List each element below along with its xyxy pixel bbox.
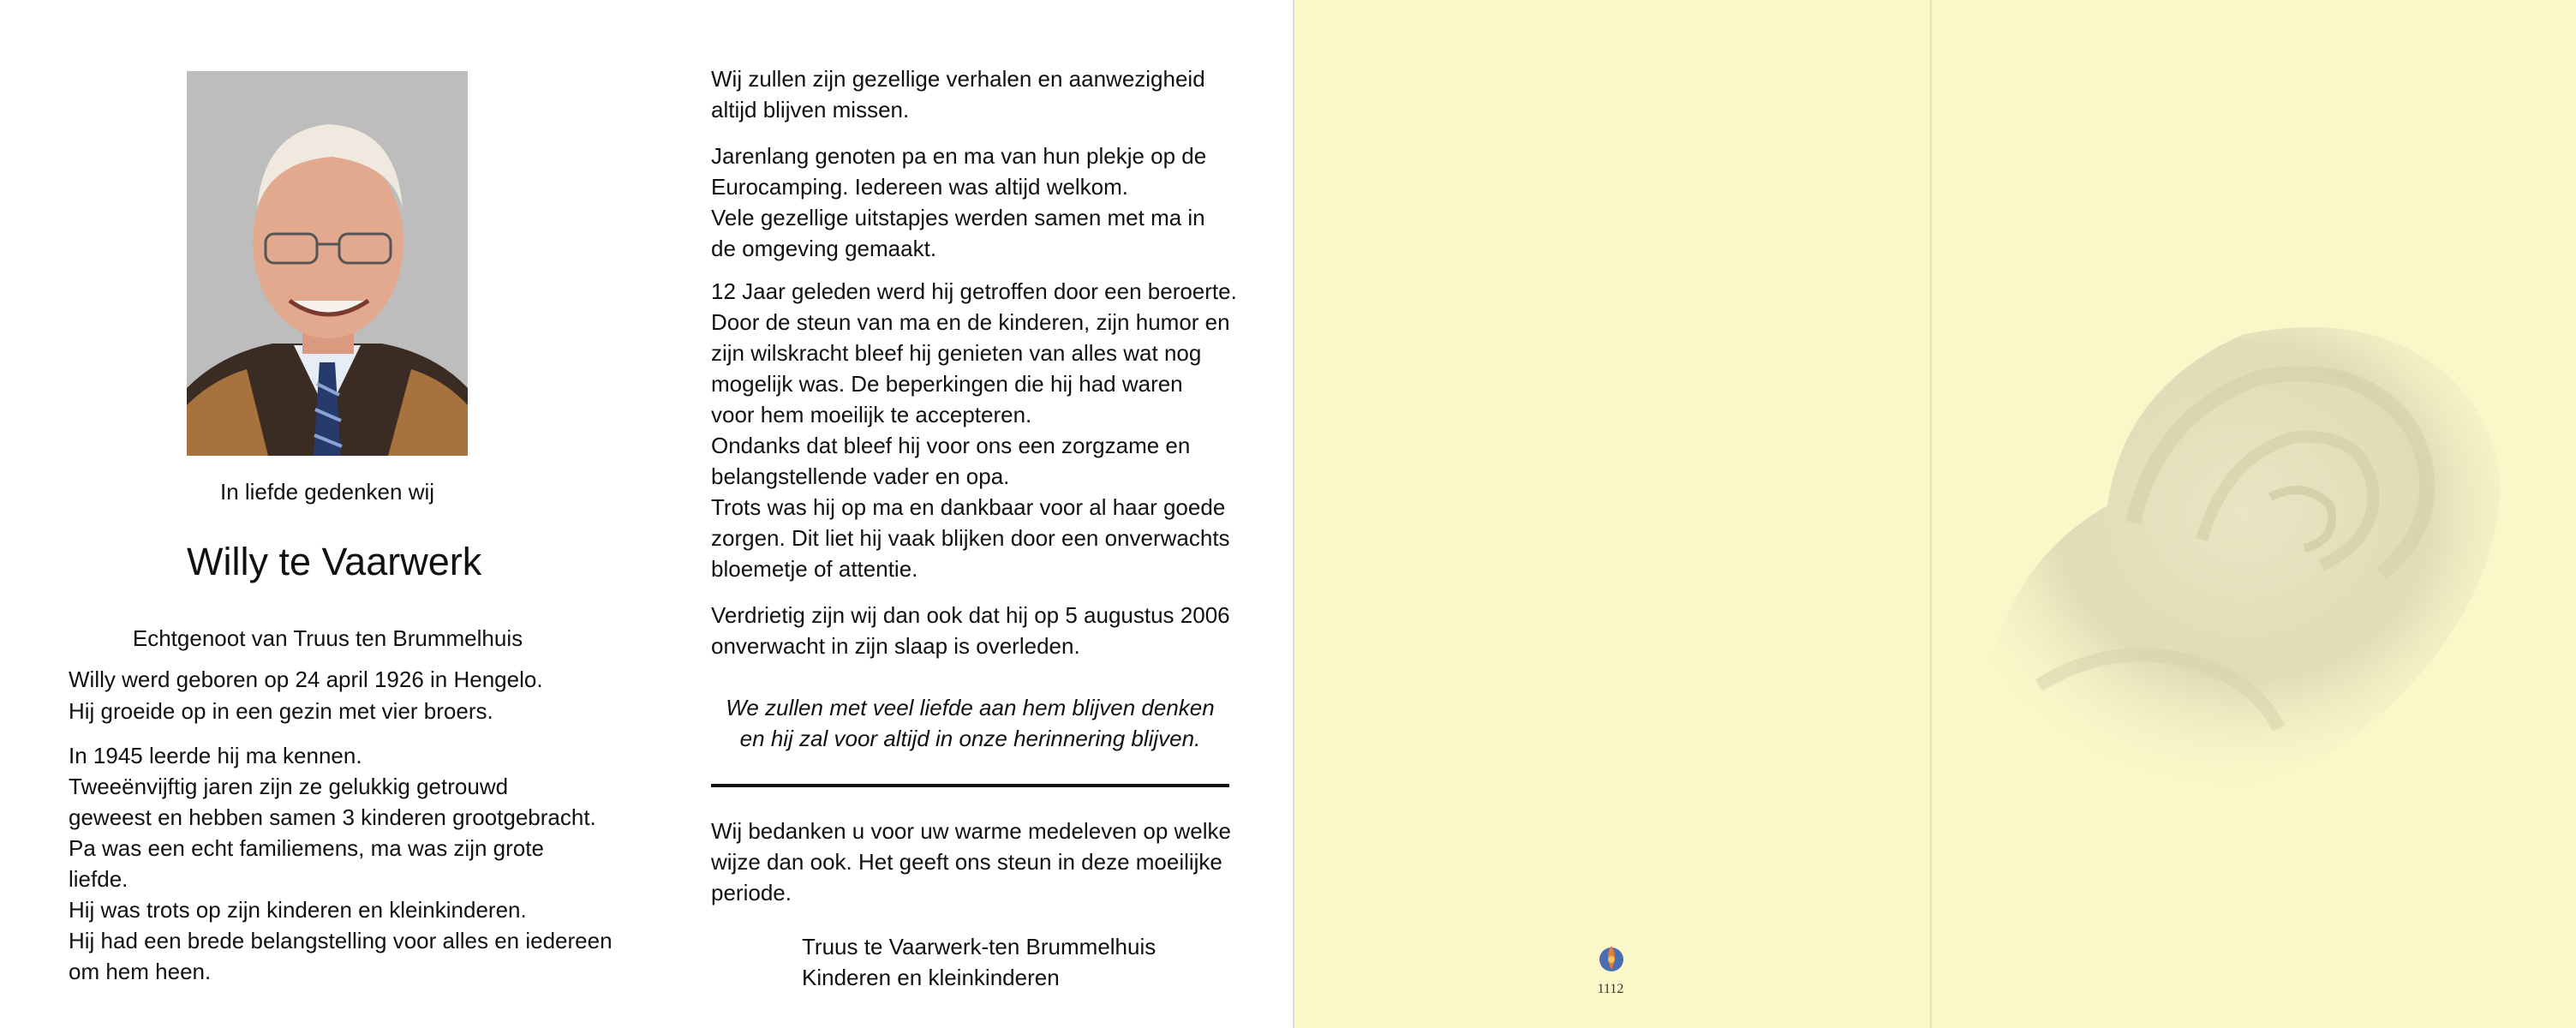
text-line: voor hem moeilijk te accepteren. xyxy=(711,402,1032,427)
text-line: Wij zullen zijn gezellige verhalen en aanwezigheid xyxy=(711,66,1205,92)
fold-line xyxy=(1930,0,1932,1028)
bio-line: Hij had een brede belangstelling voor alles en iedereen xyxy=(69,928,613,953)
text-line: mogelijk was. De beperkingen die hij had waren xyxy=(711,371,1183,397)
signature-line: Kinderen en kleinkinderen xyxy=(802,965,1060,990)
text-line: zorgen. Dit liet hij vaak blijken door een onverwachts xyxy=(711,525,1230,551)
printer-emblem-icon xyxy=(1596,941,1627,975)
thanks-line: periode. xyxy=(711,880,792,905)
print-code: 1112 xyxy=(1597,982,1624,996)
portrait-photo xyxy=(187,71,468,456)
bio-line: geweest en hebben samen 3 kinderen grootgebracht. xyxy=(69,804,596,830)
text-line: Ondanks dat bleef hij voor ons een zorgzame en xyxy=(711,433,1191,458)
deceased-name: Willy te Vaarwerk xyxy=(187,540,482,583)
text-line: Jarenlang genoten pa en ma van hun plekje op de xyxy=(711,143,1207,169)
text-line: altijd blijven missen. xyxy=(711,97,910,123)
bio-line: liefde. xyxy=(69,866,129,892)
fold-line xyxy=(1293,0,1294,1028)
text-line: bloemetje of attentie. xyxy=(711,556,918,582)
quote-line: We zullen met veel liefde aan hem blijven denken xyxy=(726,695,1215,720)
text-line: Trots was hij op ma en dankbaar voor al haar goede xyxy=(711,494,1226,520)
text-line: Eurocamping. Iedereen was altijd welkom. xyxy=(711,174,1129,200)
text-line: Door de steun van ma en de kinderen, zijn humor en xyxy=(711,309,1230,335)
rose-watermark-icon xyxy=(1970,283,2570,882)
intro-text: In liefde gedenken wij xyxy=(219,479,435,505)
quote-line: en hij zal voor altijd in onze herinnering blijven. xyxy=(739,726,1201,751)
bio-line: Hij groeide op in een gezin met vier broers. xyxy=(69,698,493,724)
bio-line: Tweeënvijftig jaren zijn ze gelukkig getrouwd xyxy=(69,774,509,799)
signature-line: Truus te Vaarwerk-ten Brummelhuis xyxy=(802,934,1157,959)
text-line: 12 Jaar geleden werd hij getroffen door een beroerte. xyxy=(711,278,1237,304)
thanks-line: Wij bedanken u voor uw warme medeleven op welke xyxy=(711,818,1231,844)
bio-line: In 1945 leerde hij ma kennen. xyxy=(69,743,362,768)
text-line: zijn wilskracht bleef hij genieten van alles wat nog xyxy=(711,340,1202,366)
text-line: de omgeving gemaakt. xyxy=(711,236,937,261)
bio-line: Hij was trots op zijn kinderen en kleinkinderen. xyxy=(69,897,527,923)
divider-rule xyxy=(711,784,1229,787)
text-line: onverwacht in zijn slaap is overleden. xyxy=(711,633,1080,659)
text-line: Vele gezellige uitstapjes werden samen met ma in xyxy=(711,205,1205,230)
text-line: Verdrietig zijn wij dan ook dat hij op 5 augustus 2006 xyxy=(711,602,1230,628)
bio-line: Pa was een echt familiemens, ma was zijn grote xyxy=(69,835,544,861)
thanks-line: wijze dan ook. Het geeft ons steun in deze moeilijke xyxy=(711,849,1222,875)
spouse-line: Echtgenoot van Truus ten Brummelhuis xyxy=(132,625,523,651)
bio-line: Willy werd geboren op 24 april 1926 in Hengelo. xyxy=(69,666,543,692)
text-line: belangstellende vader en opa. xyxy=(711,463,1010,489)
bio-line: om hem heen. xyxy=(69,959,212,984)
